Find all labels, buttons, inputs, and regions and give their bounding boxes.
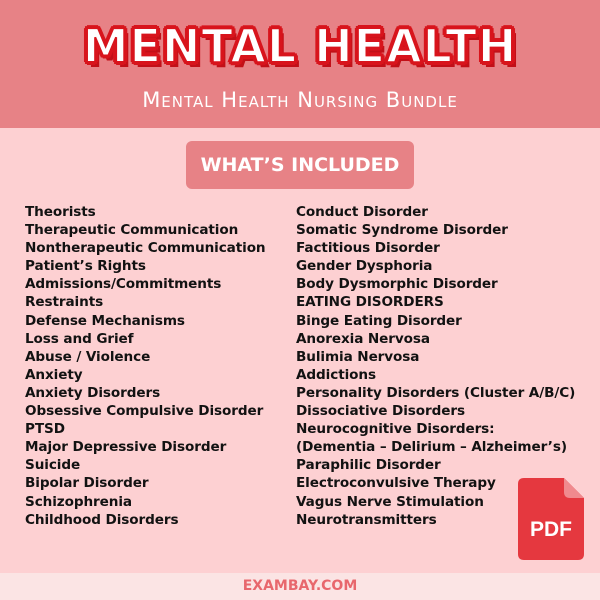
- topic-item: Neurocognitive Disorders:: [296, 421, 495, 438]
- footer-site-link[interactable]: EXAMBAY.COM: [242, 578, 358, 594]
- topic-item: Personality Disorders (Cluster A/B/C): [296, 384, 576, 401]
- topic-item: Theorists: [25, 204, 96, 220]
- topic-item: EATING DISORDERS: [296, 294, 444, 311]
- page-title: MENTAL HEALTH: [82, 19, 518, 73]
- topic-item: Schizophrenia: [25, 493, 132, 510]
- topic-item: Addictions: [296, 366, 376, 383]
- topic-item: Conduct Disorder: [296, 204, 428, 220]
- topic-item: Loss and Grief: [25, 330, 134, 347]
- topic-item: Nontherapeutic Communication: [25, 240, 266, 257]
- topic-list-left: [25, 203, 295, 529]
- topic-item: Binge Eating Disorder: [296, 312, 462, 329]
- topic-item: Suicide: [25, 457, 81, 474]
- topic-item: Electroconvulsive Therapy: [296, 475, 496, 492]
- pdf-icon-label: PDF: [530, 518, 572, 541]
- topic-item: Vagus Nerve Stimulation: [296, 493, 484, 510]
- topic-item: Factitious Disorder: [296, 240, 440, 257]
- topic-item: Neurotransmitters: [296, 511, 437, 528]
- topic-item: Somatic Syndrome Disorder: [296, 222, 508, 239]
- topic-item: Anxiety Disorders: [25, 384, 161, 401]
- topic-item: Restraints: [25, 294, 104, 311]
- topic-item: Defense Mechanisms: [25, 312, 185, 329]
- topic-item: (Dementia – Delirium – Alzheimer’s): [296, 439, 567, 456]
- topic-item: Abuse / Violence: [25, 348, 151, 365]
- topic-item: Obsessive Compulsive Disorder: [25, 403, 264, 420]
- topic-item: Patient’s Rights: [25, 258, 146, 275]
- topic-item: Admissions/Commitments: [25, 276, 222, 293]
- page-subtitle: Mental Health Nursing Bundle: [142, 88, 458, 112]
- topic-item: Childhood Disorders: [25, 511, 179, 528]
- topic-item: Anxiety: [25, 366, 83, 383]
- topic-item: Therapeutic Communication: [25, 222, 239, 239]
- topic-item: Bulimia Nervosa: [296, 348, 420, 365]
- topic-item: Paraphilic Disorder: [296, 457, 441, 474]
- topic-item: Dissociative Disorders: [296, 403, 465, 420]
- topic-item: Anorexia Nervosa: [296, 330, 430, 347]
- pdf-file-icon: [518, 478, 584, 560]
- topic-item: Body Dysmorphic Disorder: [296, 276, 498, 293]
- topic-item: Gender Dysphoria: [296, 258, 433, 275]
- topic-item: Major Depressive Disorder: [25, 439, 227, 456]
- whats-included-badge: WHAT’S INCLUDED: [186, 141, 414, 189]
- topic-item: Bipolar Disorder: [25, 475, 149, 492]
- topic-item: PTSD: [25, 421, 65, 438]
